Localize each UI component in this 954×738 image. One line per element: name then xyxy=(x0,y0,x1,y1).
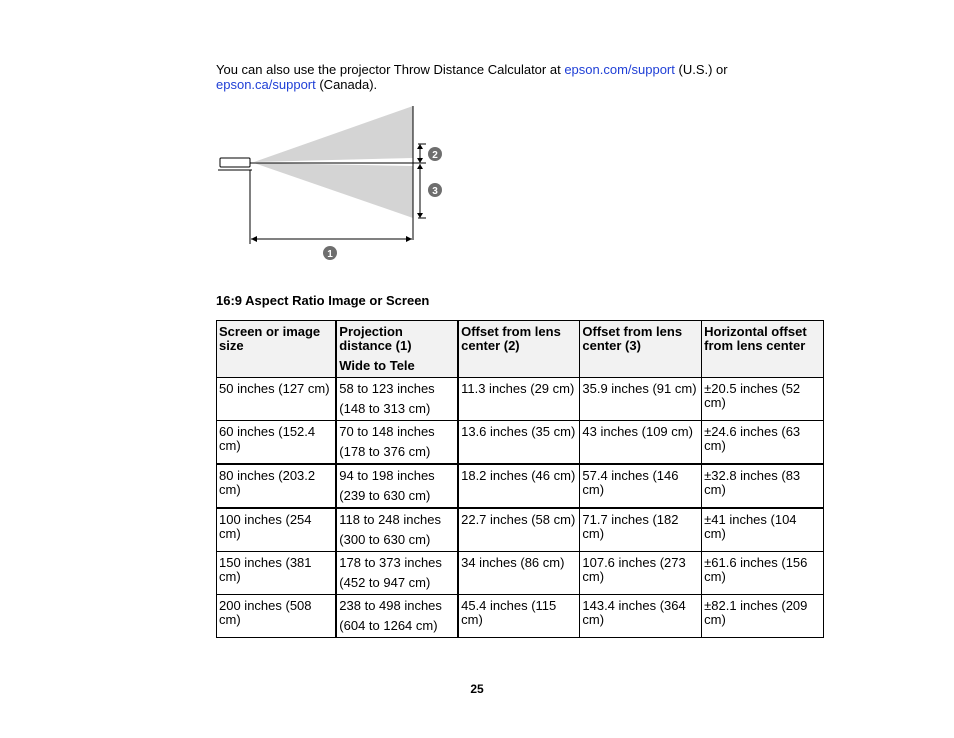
cell-offset-3: 43 inches (109 cm) xyxy=(580,421,702,465)
svg-text:1: 1 xyxy=(327,249,333,260)
table-row xyxy=(217,421,824,465)
cell-distance-in: 238 to 498 inches xyxy=(339,598,442,613)
cell-size: 60 inches (152.4 cm) xyxy=(217,421,337,465)
cell-offset-3: 143.4 inches (364 cm) xyxy=(580,595,702,638)
cell-horizontal-offset: ±41 inches (104 cm) xyxy=(702,508,824,552)
cell-offset-3: 35.9 inches (91 cm) xyxy=(580,378,702,421)
cell-size: 80 inches (203.2 cm) xyxy=(217,464,337,508)
svg-text:2: 2 xyxy=(432,150,438,161)
table-header-row xyxy=(217,321,824,378)
cell-distance-cm: (452 to 947 cm) xyxy=(339,575,431,590)
cell-offset-2: 34 inches (86 cm) xyxy=(458,552,580,595)
cell-offset-2: 18.2 inches (46 cm) xyxy=(458,464,580,508)
table-row xyxy=(217,595,824,638)
callout-3-icon xyxy=(428,183,442,197)
cell-distance xyxy=(336,595,458,638)
cell-distance-in: 178 to 373 inches xyxy=(339,555,442,570)
header-projection-distance xyxy=(336,321,458,378)
cell-distance xyxy=(336,552,458,595)
cell-distance xyxy=(336,464,458,508)
cell-distance-in: 118 to 248 inches xyxy=(339,512,441,527)
cell-offset-3: 107.6 inches (273 cm) xyxy=(580,552,702,595)
svg-text:3: 3 xyxy=(432,186,438,197)
distance-arrow xyxy=(251,236,412,242)
projector-icon xyxy=(218,158,254,170)
cell-offset-2: 22.7 inches (58 cm) xyxy=(458,508,580,552)
table-row xyxy=(217,464,824,508)
cell-offset-2: 11.3 inches (29 cm) xyxy=(458,378,580,421)
cell-distance xyxy=(336,421,458,465)
cell-size: 50 inches (127 cm) xyxy=(217,378,337,421)
intro-text-2: (U.S.) or xyxy=(674,62,728,77)
cell-horizontal-offset: ±20.5 inches (52 cm) xyxy=(702,378,824,421)
cell-distance xyxy=(336,378,458,421)
cell-distance-in: 58 to 123 inches xyxy=(339,381,435,396)
cell-horizontal-offset: ±61.6 inches (156 cm) xyxy=(702,552,824,595)
throw-distance-table xyxy=(216,320,824,638)
cell-size: 200 inches (508 cm) xyxy=(217,595,337,638)
cell-horizontal-offset: ±32.8 inches (83 cm) xyxy=(702,464,824,508)
section-title: 16:9 Aspect Ratio Image or Screen xyxy=(216,293,430,308)
epson-ca-support-link[interactable]: epson.ca/support xyxy=(216,77,316,92)
table-row xyxy=(217,508,824,552)
upper-beam xyxy=(254,106,413,162)
header-projection-distance-label: Projection distance (1) xyxy=(339,324,412,353)
lower-beam xyxy=(254,163,413,218)
intro-text-1: You can also use the projector Throw Distance Calculator at xyxy=(216,62,565,77)
table-row xyxy=(217,378,824,421)
cell-distance-in: 94 to 198 inches xyxy=(339,468,435,483)
intro-paragraph xyxy=(216,62,776,92)
cell-distance xyxy=(336,508,458,552)
header-offset-3: Offset from lens center (3) xyxy=(580,321,702,378)
cell-offset-3: 71.7 inches (182 cm) xyxy=(580,508,702,552)
cell-horizontal-offset: ±82.1 inches (209 cm) xyxy=(702,595,824,638)
cell-distance-cm: (604 to 1264 cm) xyxy=(339,618,438,633)
cell-distance-cm: (148 to 313 cm) xyxy=(339,401,431,416)
cell-distance-cm: (178 to 376 cm) xyxy=(339,444,431,459)
cell-distance-cm: (300 to 630 cm) xyxy=(339,532,431,547)
cell-offset-2: 13.6 inches (35 cm) xyxy=(458,421,580,465)
offset-arrow-upper xyxy=(417,144,426,163)
callout-2-icon xyxy=(428,147,442,161)
cell-offset-3: 57.4 inches (146 cm) xyxy=(580,464,702,508)
header-wide-to-tele: Wide to Tele xyxy=(339,358,415,373)
cell-size: 150 inches (381 cm) xyxy=(217,552,337,595)
cell-distance-cm: (239 to 630 cm) xyxy=(339,488,431,503)
cell-offset-2: 45.4 inches (115 cm) xyxy=(458,595,580,638)
cell-distance-in: 70 to 148 inches xyxy=(339,424,435,439)
cell-horizontal-offset: ±24.6 inches (63 cm) xyxy=(702,421,824,465)
callout-1-icon xyxy=(323,246,337,260)
page-number: 25 xyxy=(470,682,484,696)
header-horizontal-offset: Horizontal offset from lens center xyxy=(702,321,824,378)
table-row xyxy=(217,552,824,595)
header-offset-2: Offset from lens center (2) xyxy=(458,321,580,378)
intro-text-3: (Canada). xyxy=(315,77,378,92)
offset-arrow-lower xyxy=(417,164,426,218)
cell-size: 100 inches (254 cm) xyxy=(217,508,337,552)
header-screen-size: Screen or image size xyxy=(217,321,337,378)
throw-distance-diagram xyxy=(214,100,444,265)
epson-us-support-link[interactable]: epson.com/support xyxy=(564,62,675,77)
